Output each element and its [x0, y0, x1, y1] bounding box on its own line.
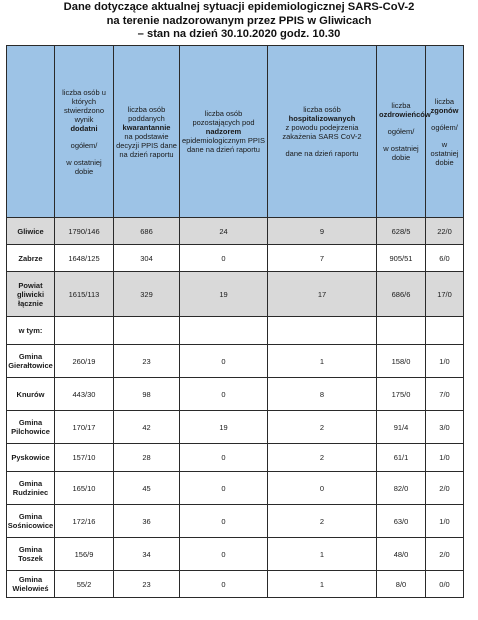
cell-hospitalized: 17 [268, 272, 377, 317]
cell-hospitalized: 7 [268, 245, 377, 272]
cell-deaths: 0/0 [426, 571, 464, 598]
cell-supervision: 0 [180, 345, 268, 378]
header-text: na podstawie decyzji PPIS dane na dzień raportu [116, 131, 177, 159]
cell-supervision [180, 317, 268, 345]
cell-hospitalized: 2 [268, 505, 377, 538]
row-name: Gmina Gierałtowice [7, 345, 55, 378]
cell-positive: 55/2 [55, 571, 114, 598]
cell-hospitalized: 1 [268, 571, 377, 598]
header-bold-text: ozdrowieńców [379, 110, 431, 119]
table-row [7, 218, 464, 245]
cell-deaths: 2/0 [426, 472, 464, 505]
row-name: Gmina Pilchowice [7, 411, 55, 444]
cell-recovered: 61/1 [377, 444, 426, 472]
header-corner-cell [7, 46, 55, 218]
cell-quarantine: 98 [114, 378, 180, 411]
row-name: Gmina Sośnicowice [7, 505, 55, 538]
header-text: liczba osób [303, 105, 341, 114]
row-name: w tym: [7, 317, 55, 345]
table-row [7, 444, 464, 472]
header-text: z powodu podejrzenia zakażenia SARS CoV-2 [282, 123, 362, 141]
cell-positive: 157/10 [55, 444, 114, 472]
cell-hospitalized: 8 [268, 378, 377, 411]
cell-hospitalized: 9 [268, 218, 377, 245]
table-row [7, 411, 464, 444]
cell-recovered: 158/0 [377, 345, 426, 378]
cell-positive: 156/9 [55, 538, 114, 571]
page-title [0, 1, 478, 42]
cell-hospitalized: 0 [268, 472, 377, 505]
cell-quarantine: 28 [114, 444, 180, 472]
cell-recovered: 175/0 [377, 378, 426, 411]
cell-supervision: 0 [180, 472, 268, 505]
header-text: ogółem/ [70, 140, 98, 150]
row-name: Zabrze [7, 245, 55, 272]
row-name: Gmina Wielowieś [7, 571, 55, 598]
cell-recovered: 63/0 [377, 505, 426, 538]
cell-deaths: 17/0 [426, 272, 464, 317]
cell-quarantine: 686 [114, 218, 180, 245]
cell-positive: 260/19 [55, 345, 114, 378]
cell-positive: 1615/113 [55, 272, 114, 317]
cell-quarantine: 329 [114, 272, 180, 317]
title-line-3: – stan na dzień 30.10.2020 godz. 10.30 [137, 28, 341, 41]
header-text: liczba [391, 101, 411, 110]
header-text: w ostatniej dobie [66, 157, 102, 176]
title-line-1: Dane dotyczące aktualnej sytuacji epidemiologicznej SARS-CoV-2 [63, 1, 415, 13]
cell-supervision: 0 [180, 378, 268, 411]
cell-recovered: 82/0 [377, 472, 426, 505]
cell-deaths: 6/0 [426, 245, 464, 272]
cell-positive: 1648/125 [55, 245, 114, 272]
table-row [7, 317, 464, 345]
cell-supervision: 19 [180, 272, 268, 317]
cell-supervision: 0 [180, 444, 268, 472]
cell-recovered: 8/0 [377, 571, 426, 598]
cell-recovered: 905/51 [377, 245, 426, 272]
header-text: liczba osób pozostających pod [192, 109, 255, 127]
cell-quarantine: 304 [114, 245, 180, 272]
header-bold-text: kwarantannie [122, 122, 171, 132]
header-text: liczba osób poddanych [127, 104, 166, 123]
cell-deaths: 2/0 [426, 538, 464, 571]
row-name: Powiat gliwicki łącznie [7, 272, 55, 317]
cell-recovered: 91/4 [377, 411, 426, 444]
epidemic-data-table [6, 45, 464, 598]
cell-recovered: 48/0 [377, 538, 426, 571]
cell-hospitalized: 2 [268, 444, 377, 472]
row-name: Pyskowice [7, 444, 55, 472]
cell-recovered [377, 317, 426, 345]
header-hospitalized [268, 46, 377, 218]
cell-supervision: 0 [180, 571, 268, 598]
table-row [7, 571, 464, 598]
cell-quarantine: 42 [114, 411, 180, 444]
cell-deaths: 1/0 [426, 345, 464, 378]
table-row [7, 272, 464, 317]
cell-quarantine: 45 [114, 472, 180, 505]
cell-deaths: 3/0 [426, 411, 464, 444]
cell-deaths [426, 317, 464, 345]
cell-deaths: 1/0 [426, 444, 464, 472]
cell-positive: 165/10 [55, 472, 114, 505]
title-line-2: na terenie nadzorowanym przez PPIS w Gliwicach [106, 14, 372, 27]
row-name: Knurów [7, 378, 55, 411]
table-row [7, 472, 464, 505]
cell-positive [55, 317, 114, 345]
cell-quarantine: 23 [114, 571, 180, 598]
header-text: w ostatniej dobie [383, 144, 419, 162]
table-row [7, 538, 464, 571]
header-text: w ostatniej dobie [430, 139, 459, 167]
cell-positive: 443/30 [55, 378, 114, 411]
header-bold-text: hospitalizowanych [288, 114, 356, 123]
row-name: Gmina Toszek [7, 538, 55, 571]
cell-supervision: 0 [180, 505, 268, 538]
header-text: dane na dzień raportu [285, 149, 359, 158]
cell-quarantine: 36 [114, 505, 180, 538]
table-row [7, 245, 464, 272]
cell-hospitalized: 2 [268, 411, 377, 444]
header-quarantine [114, 46, 180, 218]
header-text: liczba [434, 96, 455, 106]
cell-supervision: 24 [180, 218, 268, 245]
cell-hospitalized: 1 [268, 345, 377, 378]
table-row [7, 505, 464, 538]
cell-deaths: 22/0 [426, 218, 464, 245]
row-name: Gliwice [7, 218, 55, 245]
cell-supervision: 19 [180, 411, 268, 444]
table-row [7, 378, 464, 411]
cell-recovered: 686/6 [377, 272, 426, 317]
header-text: epidemiologicznym PPIS dane na dzień raportu [182, 136, 265, 154]
cell-hospitalized [268, 317, 377, 345]
header-supervision [180, 46, 268, 218]
header-bold-text: dodatni [70, 123, 98, 133]
header-row [7, 46, 464, 218]
cell-hospitalized: 1 [268, 538, 377, 571]
header-recovered [377, 46, 431, 218]
cell-supervision: 0 [180, 538, 268, 571]
cell-positive: 1790/146 [55, 218, 114, 245]
table-row [7, 345, 464, 378]
cell-quarantine [114, 317, 180, 345]
cell-deaths: 7/0 [426, 378, 464, 411]
cell-supervision: 0 [180, 245, 268, 272]
header-deaths [426, 46, 464, 218]
cell-positive: 170/17 [55, 411, 114, 444]
header-bold-text: zgonów [430, 105, 459, 115]
cell-deaths: 1/0 [426, 505, 464, 538]
header-text: ogółem/ [431, 122, 458, 132]
header-text: ogółem/ [387, 127, 415, 136]
header-bold-text: nadzorem [205, 127, 242, 136]
cell-quarantine: 23 [114, 345, 180, 378]
cell-quarantine: 34 [114, 538, 180, 571]
header-positive-cases [55, 46, 114, 218]
cell-positive: 172/16 [55, 505, 114, 538]
row-name: Gmina Rudziniec [7, 472, 55, 505]
header-text: liczba osób u których stwierdzono wynik [62, 87, 106, 124]
cell-recovered: 628/5 [377, 218, 426, 245]
